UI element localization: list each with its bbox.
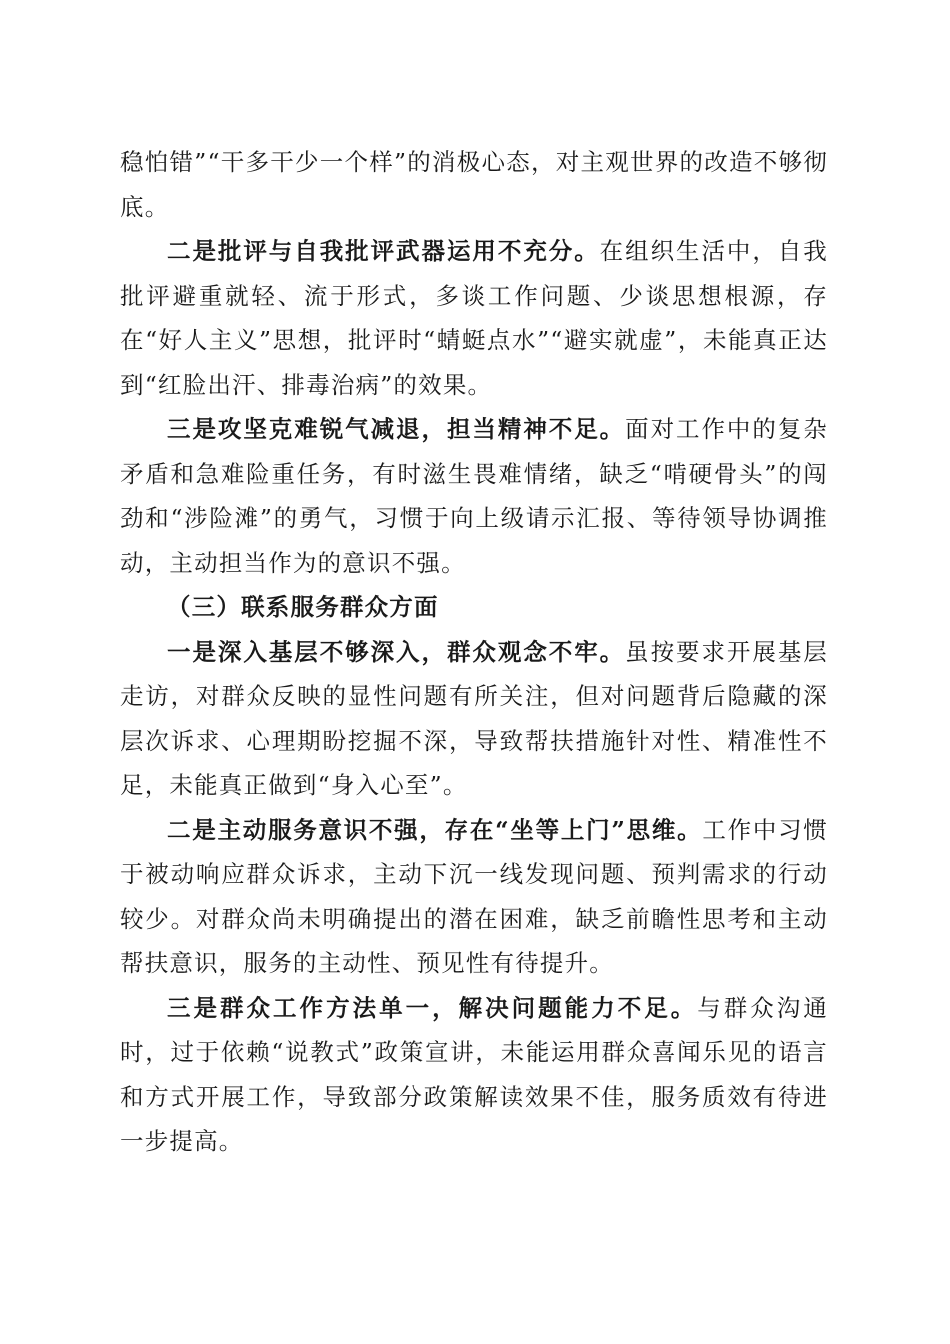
paragraph-body: 与群众沟通时，过于依赖“说教式”政策宣讲，未能运用群众喜闻乐见的语言和方式开展工作，导致部分政策解读效果不佳，服务质效有待进一步提高。 [120, 993, 828, 1155]
paragraph-body: 虽按要求开展基层走访，对群众反映的显性问题有所关注，但对问题背后隐藏的深层次诉求、心理期盼挖掘不深，导致帮扶措施针对性、精准性不足，未能真正做到“身入心至”。 [120, 637, 828, 799]
paragraph-grassroots [120, 630, 828, 808]
paragraph-body: 稳怕错”“干多干少一个样”的消极心态，对主观世界的改造不够彻底。 [120, 148, 828, 221]
paragraph-continuation [120, 140, 828, 229]
section-heading: （三）联系服务群众方面 [167, 593, 439, 621]
document-page [120, 140, 828, 1164]
paragraph-responsibility [120, 407, 828, 585]
paragraph-lead: 二是批评与自我批评武器运用不充分。 [167, 237, 600, 265]
paragraph-service-awareness [120, 808, 828, 986]
paragraph-body: 工作中习惯于被动响应群众诉求，主动下沉一线发现问题、预判需求的行动较少。对群众尚未明确提出的潜在困难，缺乏前瞻性思考和主动帮扶意识，服务的主动性、预见性有待提升。 [120, 815, 829, 977]
paragraph-lead: 一是深入基层不够深入，群众观念不牢。 [167, 637, 626, 666]
paragraph-criticism [120, 229, 828, 407]
paragraph-lead: 三是群众工作方法单一，解决问题能力不足。 [167, 993, 698, 1022]
paragraph-body: 面对工作中的复杂矛盾和急难险重任务，有时滋生畏难情绪，缺乏“啃硬骨头”的闯劲和“涉险滩”的勇气，习惯于向上级请示汇报、等待领导协调推动，主动担当作为的意识不强。 [120, 415, 828, 577]
paragraph-body: 在组织生活中，自我批评避重就轻、流于形式，多谈工作问题、少谈思想根源，存在“好人主义”思想，批评时“蜻蜓点水”“避实就虚”，未能真正达到“红脸出汗、排毒治病”的效果。 [120, 237, 828, 399]
paragraph-lead: 二是主动服务意识不强，存在“坐等上门”思维。 [167, 815, 703, 844]
paragraph-work-methods [120, 986, 828, 1164]
paragraph-lead: 三是攻坚克难锐气减退，担当精神不足。 [167, 415, 626, 443]
